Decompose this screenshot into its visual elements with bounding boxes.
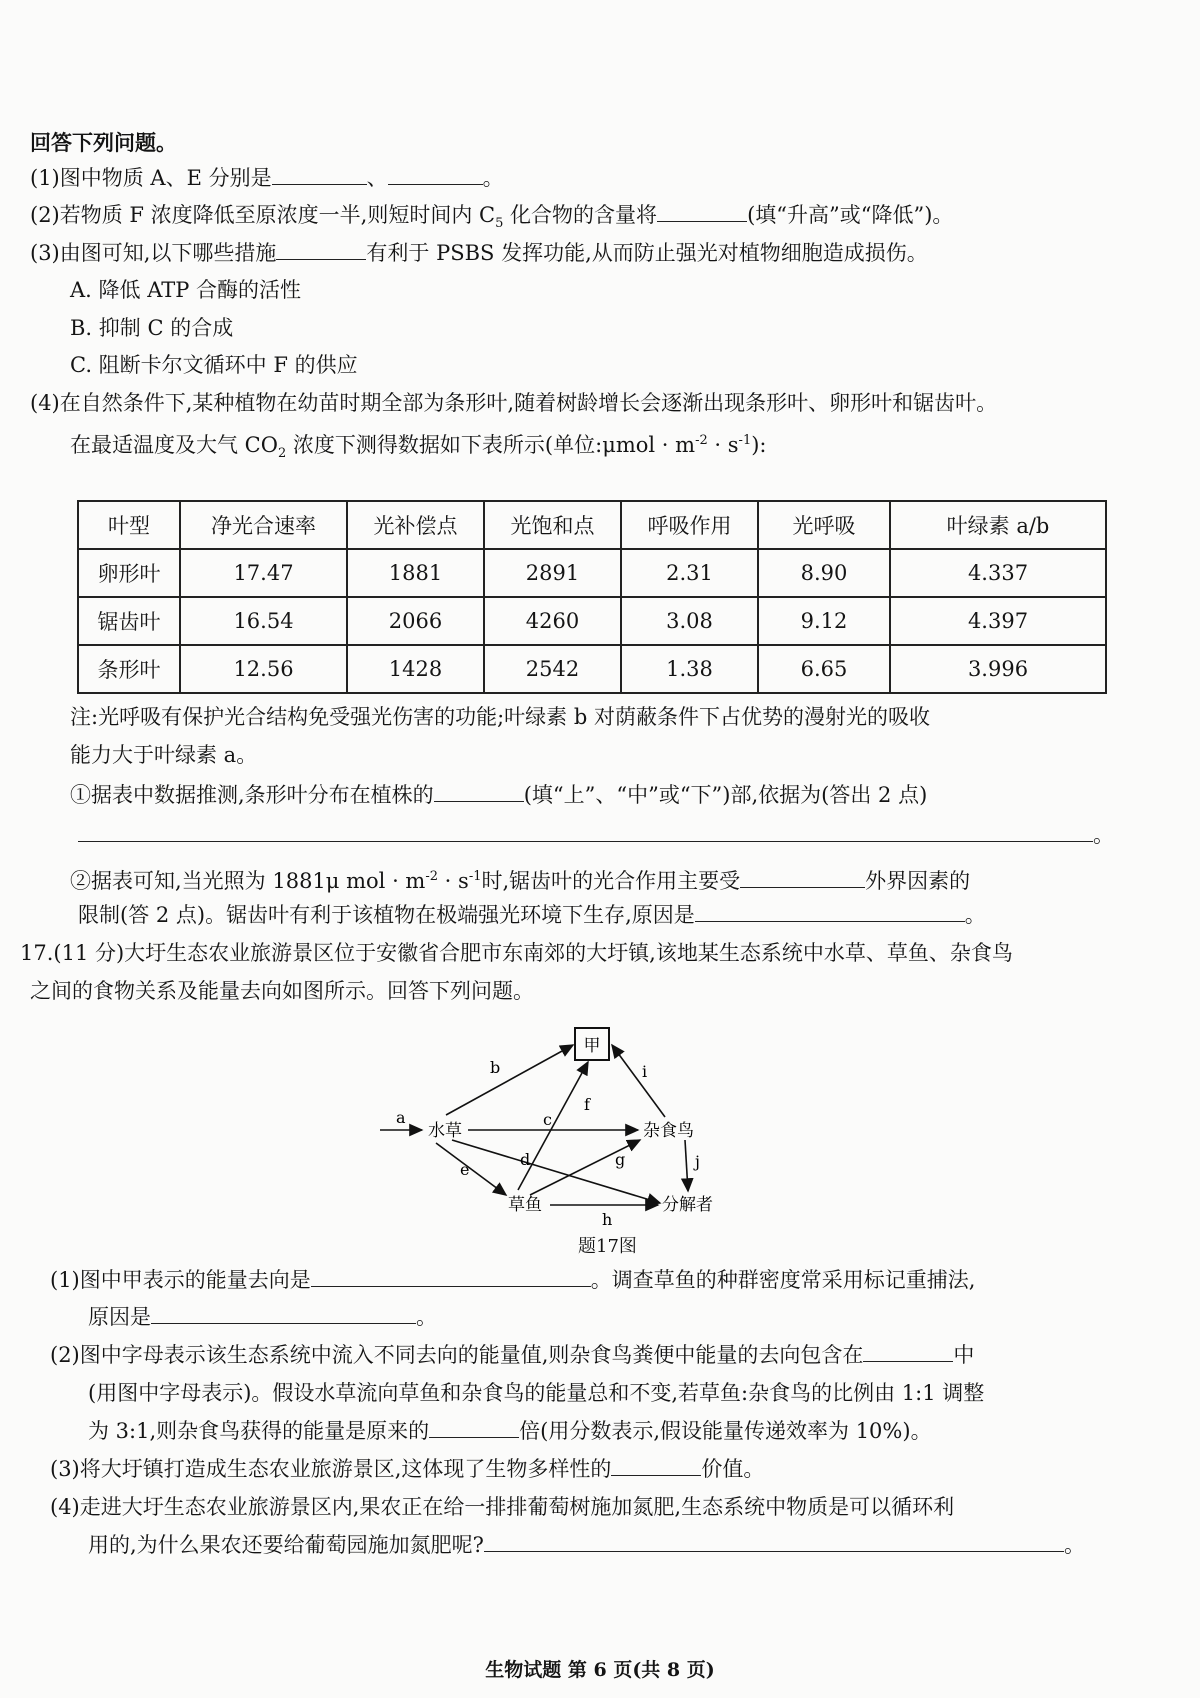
s1-prefix: ①据表中数据推测,条形叶分布在植株的	[70, 783, 434, 807]
label-i: i	[642, 1062, 648, 1081]
page-footer: 生物试题 第 6 页(共 8 页)	[485, 1659, 715, 1681]
period: 。	[1063, 1533, 1085, 1557]
answer-blank-fraction[interactable]	[429, 1417, 519, 1438]
q4-sup2: -1	[738, 433, 752, 448]
answer-blank-cause[interactable]	[695, 901, 965, 922]
question-17-4: (4)走进大圩生态农业旅游景区内,果农正在给一排排葡萄树施加氮肥,生态系统中物质是可以循环利	[50, 1495, 955, 1519]
table-row	[78, 549, 1106, 597]
table-header: 光饱和点	[484, 501, 621, 549]
q2-prefix: (2)若物质 F 浓度降低至原浓度一半,则短时间内 C	[30, 203, 496, 227]
table-cell: 4.337	[890, 549, 1106, 597]
table-header: 叶绿素 a/b	[890, 501, 1106, 549]
label-a: a	[396, 1108, 406, 1127]
table-cell: 16.54	[180, 597, 347, 645]
table-cell: 4.397	[890, 597, 1106, 645]
table-row	[78, 645, 1106, 693]
question-17-line1: 17.(11 分)大圩生态农业旅游景区位于安徽省合肥市东南郊的大圩镇,该地某生态系统中水草、草鱼、杂食鸟	[20, 941, 1013, 965]
table-header: 净光合速率	[180, 501, 347, 549]
question-17-2	[50, 1340, 974, 1370]
subquestion-2-line2	[78, 900, 986, 930]
table-header: 呼吸作用	[621, 501, 758, 549]
table-cell: 2891	[484, 549, 621, 597]
question-17-1	[50, 1265, 975, 1295]
q1-sep: 、	[366, 166, 388, 190]
answer-blank-nitrogen[interactable]	[484, 1531, 1064, 1552]
table-cell: 4260	[484, 597, 621, 645]
table-header-row	[78, 501, 1106, 549]
p2-e: 倍(用分数表示,假设能量传递效率为 10%)。	[519, 1419, 932, 1443]
q4-co2-sub: 2	[277, 446, 287, 462]
table-cell: 1881	[347, 549, 484, 597]
label-h: h	[602, 1210, 613, 1225]
question-16-3	[30, 238, 928, 268]
question-17-1-line2	[88, 1302, 437, 1332]
label-e: e	[460, 1160, 470, 1179]
table-cell: 17.47	[180, 549, 347, 597]
table-cell: 9.12	[758, 597, 890, 645]
label-c: c	[543, 1110, 552, 1129]
table-cell: 8.90	[758, 549, 890, 597]
answer-line-s1	[78, 820, 1114, 850]
p2-d: 为 3:1,则杂食鸟获得的能量是原来的	[88, 1419, 430, 1443]
label-d: d	[520, 1150, 531, 1169]
q3-prefix: (3)由图可知,以下哪些措施	[30, 241, 277, 265]
table-cell: 卵形叶	[78, 549, 180, 597]
p1-a: (1)图中甲表示的能量去向是	[50, 1268, 311, 1292]
q2-end: (填“升高”或“降低”)。	[747, 203, 954, 227]
p1-b: 。调查草鱼的种群密度常采用标记重捕法,	[590, 1268, 976, 1292]
q4-line2-b: 浓度下测得数据如下表所示(单位:μmol · m	[286, 433, 696, 457]
period: 。	[964, 903, 986, 927]
p2-a: (2)图中字母表示该生态系统中流入不同去向的能量值,则杂食鸟粪便中能量的去向包含在	[50, 1343, 864, 1367]
q4-sup1: -2	[695, 433, 708, 448]
question-17-line2: 之间的食物关系及能量去向如图所示。回答下列问题。	[30, 979, 534, 1003]
question-16-4-line2	[70, 426, 767, 469]
table-cell: 3.996	[890, 645, 1106, 693]
question-17-3	[50, 1454, 764, 1484]
table-cell: 6.65	[758, 645, 890, 693]
table-cell: 2.31	[621, 549, 758, 597]
option-b: B. 抑制 C 的合成	[70, 316, 234, 340]
p3-b: 价值。	[701, 1457, 765, 1481]
p3-a: (3)将大圩镇打造成生态农业旅游景区,这体现了生物多样性的	[50, 1457, 612, 1481]
period: 。	[416, 1305, 437, 1329]
note-line2: 能力大于叶绿素 a。	[70, 743, 258, 767]
arrow-d	[452, 1140, 660, 1203]
answer-blank-e[interactable]	[388, 164, 483, 185]
s2-line2: 限制(答 2 点)。锯齿叶有利于该植物在极端强光环境下生存,原因是	[78, 903, 695, 927]
answer-blank-a[interactable]	[272, 164, 367, 185]
table-cell: 1428	[347, 645, 484, 693]
q4-line2-a: 在最适温度及大气 CO	[70, 433, 278, 457]
question-17-2-line3	[88, 1416, 932, 1446]
s2-mid: · s	[438, 869, 469, 893]
arrow-j	[685, 1140, 688, 1191]
node-shuicao: 水草	[428, 1121, 462, 1141]
p4-b: 用的,为什么果农还要给葡萄园施加氮肥呢?	[88, 1533, 484, 1557]
table-cell: 1.38	[621, 645, 758, 693]
subquestion-1	[70, 780, 927, 810]
q4-line2-d: ):	[751, 433, 767, 457]
table-header: 光呼吸	[758, 501, 890, 549]
label-j: j	[695, 1152, 700, 1171]
question-17-2-line2: (用图中字母表示)。假设水草流向草鱼和杂食鸟的能量总和不变,若草鱼:杂食鸟的比例由 1:1 调整	[88, 1381, 985, 1405]
arrow-labels	[396, 1058, 700, 1225]
s2-sup2: -1	[468, 869, 482, 884]
note-line1: 注:光呼吸有保护光合结构免受强光伤害的功能;叶绿素 b 对荫蔽条件下占优势的漫射光的吸收	[70, 705, 930, 729]
node-zashiniao: 杂食鸟	[643, 1121, 694, 1141]
label-f: f	[584, 1095, 590, 1114]
table-cell: 12.56	[180, 645, 347, 693]
arrow-b	[446, 1045, 573, 1115]
s2-b: 时,锯齿叶的光合作用主要受	[481, 869, 741, 893]
label-g: g	[615, 1150, 626, 1169]
food-web-diagram	[380, 1025, 770, 1225]
p2-b: 中	[953, 1343, 975, 1367]
answer-blank-reason[interactable]	[78, 821, 1093, 842]
arrow-i	[612, 1045, 665, 1117]
question-16-2	[30, 200, 953, 239]
question-16-1	[30, 163, 504, 193]
table-cell: 3.08	[621, 597, 758, 645]
option-a: A. 降低 ATP 合酶的活性	[70, 278, 302, 302]
s2-prefix: ②据表可知,当光照为 1881μ mol · m	[70, 869, 426, 893]
answer-blank-position[interactable]	[434, 781, 524, 802]
table-header: 叶型	[78, 501, 180, 549]
table-cell: 锯齿叶	[78, 597, 180, 645]
intro-text: 回答下列问题。	[30, 130, 177, 155]
q2-subscript: 5	[495, 216, 504, 232]
node-caoyu: 草鱼	[508, 1195, 542, 1215]
option-c: C. 阻断卡尔文循环中 F 的供应	[70, 353, 358, 377]
table-cell: 2066	[347, 597, 484, 645]
s1-end: (填“上”、“中”或“下”)部,依据为(答出 2 点)	[523, 783, 928, 807]
answer-blank-factors[interactable]	[740, 867, 865, 888]
answer-blank-q2[interactable]	[657, 201, 747, 222]
subquestion-2	[70, 862, 970, 896]
q1-end: 。	[482, 166, 504, 190]
s2-end: 外界因素的	[865, 869, 971, 893]
answer-blank-method[interactable]	[151, 1303, 416, 1324]
table-cell: 条形叶	[78, 645, 180, 693]
q1-prefix: (1)图中物质 A、E 分别是	[30, 166, 272, 190]
leaf-data-table	[77, 500, 1107, 694]
q3-end: 有利于 PSBS 发挥功能,从而防止强光对植物细胞造成损伤。	[366, 241, 928, 265]
node-fenjiezhe: 分解者	[662, 1195, 713, 1215]
answer-blank-jia[interactable]	[311, 1266, 591, 1287]
period: 。	[1093, 823, 1114, 847]
q4-line2-c: · s	[707, 433, 739, 457]
p1-c: 原因是	[88, 1305, 151, 1329]
answer-blank-q3[interactable]	[276, 239, 366, 260]
question-16-4-line1: (4)在自然条件下,某种植物在幼苗时期全部为条形叶,随着树龄增长会逐渐出现条形叶、卵形叶和锯齿叶。	[30, 391, 998, 415]
question-17-4-line2	[88, 1530, 1085, 1560]
label-b: b	[490, 1058, 501, 1077]
answer-blank-value[interactable]	[611, 1455, 701, 1476]
table-row	[78, 597, 1106, 645]
s2-sup1: -2	[425, 869, 438, 884]
node-jia: 甲	[583, 1036, 601, 1056]
table-cell: 2542	[484, 645, 621, 693]
q2-mid: 化合物的含量将	[503, 203, 658, 227]
figure-caption: 题17图	[578, 1236, 637, 1257]
answer-blank-letters[interactable]	[863, 1341, 953, 1362]
arrow-e	[436, 1143, 506, 1195]
table-header: 光补偿点	[347, 501, 484, 549]
